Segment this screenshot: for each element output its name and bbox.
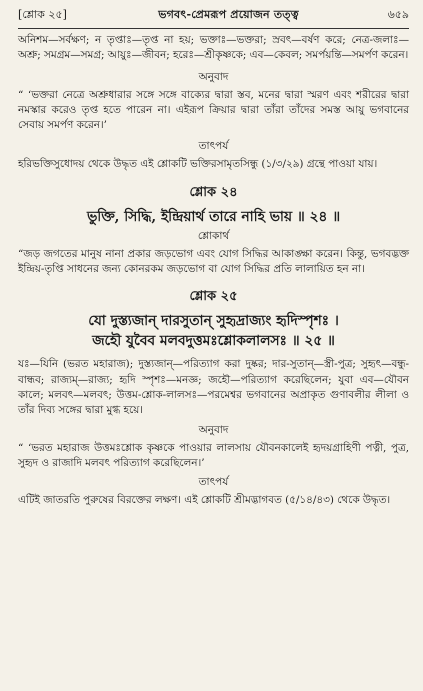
chapter-title: ভগবৎ-প্রেমরূপ প্রয়োজন তত্ত্ব bbox=[158, 8, 299, 21]
verse-25-anuvad-heading: অনুবাদ bbox=[198, 423, 229, 436]
verse-25-synonyms: যঃ—যিনি (ভরত মহারাজ); দুস্ত্যজান্—পরিত্যাগ করা দুষ্কর; দার-সুতান্—স্ত্রী-পুত্র; সুহৃৎ—বন্ধু-বান্ধব; রাজ্যম্—রাজ্য; হৃদি স্পৃশঃ—মনজ্ঞ; জহৌ—পরিত্যাগ করেছিলেন; যুবা এব—যৌবন কালে; মলবৎ—মলবৎ; উত্তম-শ্লোক-লালসঃ—পরমেশ্বর ভগবানের অপ্রাকৃত গুণাবলীর লীলা ও তাঁর দিব্য সঙ্গের দ্বারা মুগ্ধ হয়ে। bbox=[18, 358, 409, 417]
page-header bbox=[18, 6, 409, 28]
verse-25-line-1: যো দুস্ত্যজান্ দারসুতান্ সুহৃদ্রাজ্যং হৃদিস্পৃশঃ । bbox=[88, 313, 339, 330]
verse-reference: [শ্লোক ২৫] bbox=[18, 8, 67, 21]
verse-25-heading: শ্লোক ২৫ bbox=[189, 289, 238, 305]
page-number: ৬৫৯ bbox=[387, 8, 409, 21]
verse-24-meaning: “জড় জগতের মানুষ নানা প্রকার জড়ভোগ এবং যোগ সিদ্ধির আকাঙ্ক্ষা করেন। কিন্তু, ভগবদ্ভক্ত ইন্দ্রিয়-তৃপ্তি সাধনের জন্য কোনরকম জড়ভোগ বা যোগ সিদ্ধির প্রতি লালায়িত হন না। bbox=[18, 247, 409, 276]
verse-25-tatparya-heading: তাৎপর্য bbox=[198, 476, 229, 489]
verse-24-text: ভুক্তি, সিদ্ধি, ইন্দ্রিয়ার্থ তারে নাহি ভায় ॥ ২৪ ॥ bbox=[87, 208, 340, 225]
verse-25-translation: “ ‘ভরত মহারাজ উত্তমঃশ্লোক কৃষ্ণকে পাওয়ার লালসায় যৌবনকালেই হৃদয়গ্রাহিণী পত্নী, পুত্র, সুহৃদ ও রাজাদি মলবৎ পরিত্যাগ করেছিলেন।’ bbox=[18, 441, 409, 469]
synonyms-paragraph: অনিশম—সর্বক্ষণ; ন তৃপ্তাঃ—তৃপ্ত না হয়; ভক্তাঃ—ভক্তরা; স্রবৎ—বর্ষণ করে; নেত্র-জলাঃ—অশ্রু; সমগ্রম—সমগ্র; আয়ুঃ—জীবন; হরেঃ—শ্রীকৃষ্ণকে; এব—কেবল; সমর্পয়ন্তি—সমর্পণ করেন। bbox=[18, 34, 409, 62]
verse-24-heading: শ্লোক ২৪ bbox=[189, 184, 238, 200]
translation-paragraph: “ ‘ভক্তরা নেত্রে অশ্রুধারার সঙ্গে সঙ্গে বাক্যের দ্বারা স্তব, মনের দ্বারা স্মরণ এবং শরীরের দ্বারা নমস্কার করেও তৃপ্ত হতে পারেন না। এইরূপ ক্রিয়ার দ্বারা তাঁরা তাঁদের সমস্ত আয়ু ভগবানের সেবায় সমর্পণ করেন।’ bbox=[18, 88, 409, 132]
anuvad-heading: অনুবাদ bbox=[198, 70, 229, 83]
header-rule bbox=[18, 28, 409, 29]
verse-25-purport: এটিই জাতরতি পুরুষের বিরক্তের লক্ষণ। এই শ্লোকটি শ্রীমদ্ভাগবত (৫/১৪/৪৩) থেকে উদ্ধৃত। bbox=[18, 494, 391, 507]
tatparya-heading: তাৎপর্য bbox=[198, 140, 229, 153]
purport-paragraph: হরিভক্তিসুধোদয় থেকে উদ্ধৃত এই শ্লোকটি ভক্তিরসামৃতসিন্ধু (১/৩/২৯) গ্রন্থে পাওয়া যায়। bbox=[18, 158, 378, 171]
shlokartha-heading: শ্লোকার্থ bbox=[197, 229, 230, 242]
verse-25-line-2: জহৌ যুবৈব মলবদুত্তমঃশ্লোকলালসঃ ॥ ২৫ ॥ bbox=[92, 333, 335, 350]
